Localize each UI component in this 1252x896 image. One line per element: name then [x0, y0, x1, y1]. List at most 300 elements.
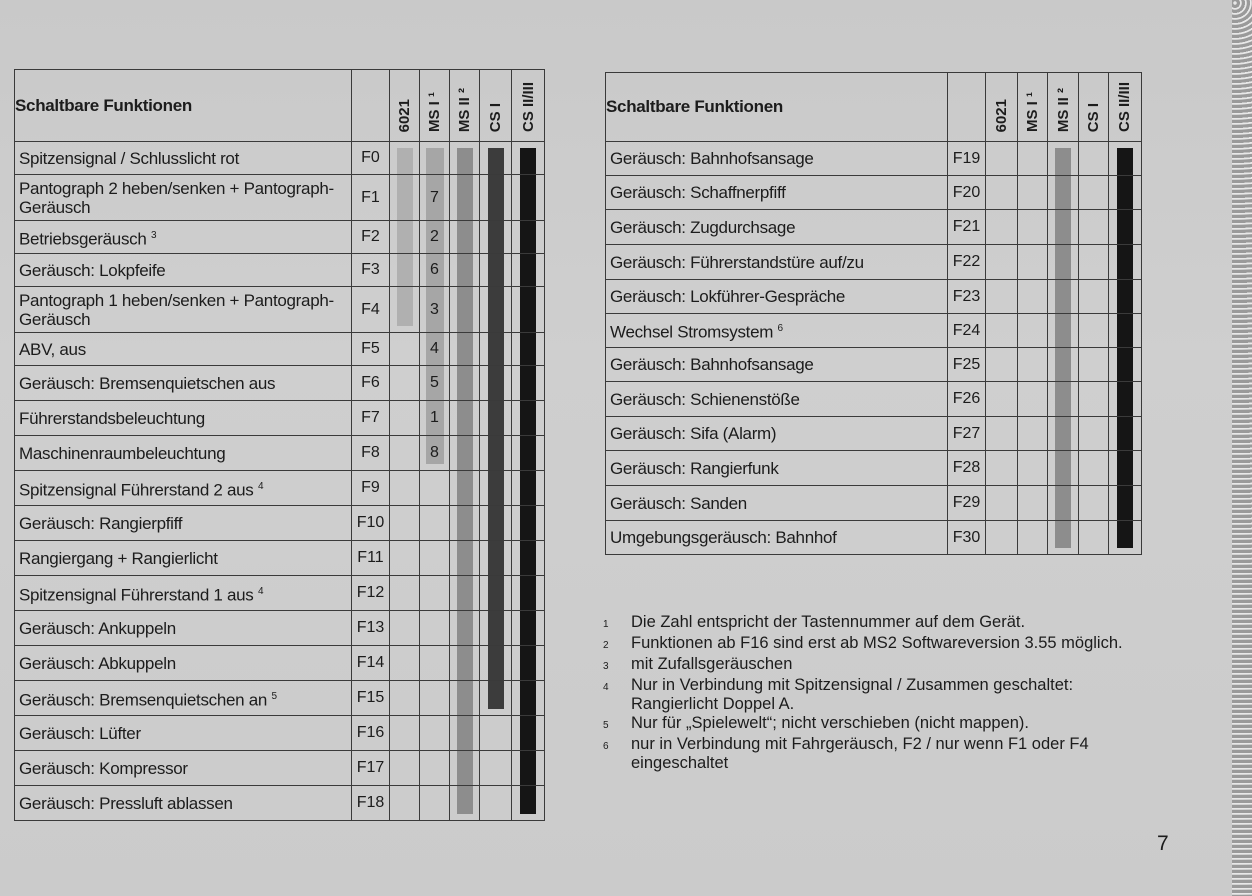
support-cell-ms1 [420, 751, 450, 786]
key-number: 1 [430, 409, 439, 426]
support-cell-6021 [390, 681, 420, 716]
support-bar [1117, 314, 1133, 347]
support-bar [520, 751, 536, 785]
key-number: 4 [430, 340, 439, 357]
support-bar [488, 175, 504, 220]
col-header-cs1: CS I [480, 70, 512, 142]
support-bar [457, 541, 473, 575]
function-name: Geräusch: Bremsenquietschen aus [15, 366, 352, 401]
support-cell-6021 [390, 221, 420, 254]
support-bar [488, 333, 504, 365]
support-bar [1117, 417, 1133, 450]
table-row [15, 142, 545, 175]
page-edge [1232, 0, 1252, 896]
support-cell-ms1 [1018, 417, 1048, 451]
support-cell-cs1 [480, 646, 512, 681]
key-number: 7 [430, 188, 439, 206]
footnote-ref: 6 [777, 323, 783, 335]
footnote-number: 5 [603, 720, 609, 731]
support-cell-6021 [390, 576, 420, 611]
key-number: 3 [430, 300, 439, 318]
function-key: F23 [947, 280, 985, 314]
support-cell-ms2 [450, 333, 480, 366]
footnote-text: Die Zahl entspricht der Tastennummer auf dem Gerät. [631, 613, 1026, 631]
support-cell-cs23 [512, 471, 545, 506]
function-key: F4 [352, 287, 390, 333]
footnote-number: 6 [603, 741, 609, 752]
support-cell-cs1 [480, 254, 512, 287]
support-bar [520, 786, 536, 814]
function-key: F21 [947, 210, 985, 245]
support-bar [488, 401, 504, 435]
function-name: Geräusch: Ankuppeln [15, 611, 352, 646]
support-bar [520, 506, 536, 540]
support-cell-cs23 [512, 366, 545, 401]
function-key: F14 [352, 646, 390, 681]
function-key: F22 [947, 245, 985, 280]
support-cell-6021 [986, 417, 1018, 451]
support-bar [1117, 451, 1133, 485]
support-cell-ms2 [1048, 280, 1078, 314]
support-cell-6021 [390, 436, 420, 471]
table-row [606, 176, 1142, 210]
table-row [606, 348, 1142, 382]
support-bar [520, 681, 536, 715]
function-key: F19 [947, 142, 985, 176]
support-bar [488, 646, 504, 680]
support-cell-ms2 [450, 681, 480, 716]
support-cell-cs1 [480, 681, 512, 716]
support-bar [457, 681, 473, 715]
support-cell-ms2 [1048, 521, 1078, 555]
support-cell-ms2 [450, 786, 480, 821]
function-key: F20 [947, 176, 985, 210]
support-bar [1055, 451, 1071, 485]
support-cell-cs1 [1078, 142, 1108, 176]
function-name: Geräusch: Abkuppeln [15, 646, 352, 681]
function-name: Geräusch: Pressluft ablassen [15, 786, 352, 821]
footnote-text: Nur in Verbindung mit Spitzensignal / Zusammen geschaltet: Rangierlicht Doppel A. [631, 676, 1074, 713]
table-row [606, 280, 1142, 314]
table-row [15, 716, 545, 751]
support-cell-ms2 [450, 142, 480, 175]
key-header [352, 70, 390, 142]
support-cell-cs23 [1108, 245, 1141, 280]
function-name: Spitzensignal Führerstand 1 aus $^4$ [15, 576, 352, 611]
support-bar [488, 541, 504, 575]
support-bar [520, 401, 536, 435]
support-bar [457, 254, 473, 286]
support-cell-cs23 [1108, 451, 1141, 486]
support-bar [1055, 314, 1071, 347]
table-row [15, 254, 545, 287]
support-cell-cs1 [480, 175, 512, 221]
support-cell-cs1 [1078, 486, 1108, 521]
support-cell-6021 [986, 521, 1018, 555]
support-cell-ms1 [1018, 486, 1048, 521]
support-cell-ms2 [1048, 417, 1078, 451]
support-cell-ms2 [1048, 451, 1078, 486]
function-name: Geräusch: Lüfter [15, 716, 352, 751]
support-bar [1055, 348, 1071, 381]
support-bar [520, 716, 536, 750]
support-cell-cs1 [480, 541, 512, 576]
support-cell-cs23 [512, 576, 545, 611]
function-name: Betriebsgeräusch $^3$ [15, 221, 352, 254]
support-cell-ms1 [420, 681, 450, 716]
table-row [606, 521, 1142, 555]
support-cell-ms1 [1018, 245, 1048, 280]
support-bar [1117, 348, 1133, 381]
support-cell-6021 [390, 646, 420, 681]
support-bar [1117, 176, 1133, 209]
function-name: Maschinenraumbeleuchtung [15, 436, 352, 471]
support-cell-ms2 [1048, 314, 1078, 348]
support-bar [457, 576, 473, 610]
footnote-text: mit Zufallsgeräuschen [631, 655, 793, 673]
table-title: Schaltbare Funktionen [15, 70, 352, 142]
function-name: Rangiergang + Rangierlicht [15, 541, 352, 576]
support-cell-6021 [390, 175, 420, 221]
support-bar [520, 287, 536, 332]
support-cell-6021 [390, 751, 420, 786]
footnotes [603, 613, 1123, 773]
support-cell-ms2 [450, 175, 480, 221]
function-name: Geräusch: Rangierpfiff [15, 506, 352, 541]
support-cell-cs1 [1078, 280, 1108, 314]
support-bar [488, 576, 504, 610]
support-cell-6021 [390, 541, 420, 576]
support-bar [457, 716, 473, 750]
function-name: Geräusch: Schienenstöße [606, 382, 948, 417]
footnote-number: 1 [603, 619, 609, 630]
support-cell-ms2 [450, 366, 480, 401]
support-cell-ms2 [450, 436, 480, 471]
table-row [15, 221, 545, 254]
table-row [606, 382, 1142, 417]
support-cell-6021 [986, 348, 1018, 382]
support-cell-cs23 [1108, 486, 1141, 521]
support-cell-cs23 [512, 646, 545, 681]
support-bar [1055, 245, 1071, 279]
support-cell-cs23 [1108, 280, 1141, 314]
support-bar [520, 646, 536, 680]
function-table-left [14, 69, 545, 821]
support-bar [1055, 417, 1071, 450]
support-cell-6021 [986, 245, 1018, 280]
support-cell-ms2 [1048, 348, 1078, 382]
support-cell-cs23 [512, 541, 545, 576]
support-bar [457, 148, 473, 174]
support-bar [457, 175, 473, 220]
support-bar [488, 254, 504, 286]
support-cell-6021 [390, 786, 420, 821]
support-bar [1055, 486, 1071, 520]
col-header-ms2: MS II ² [1048, 73, 1078, 142]
function-name: Geräusch: Bahnhofsansage [606, 142, 948, 176]
support-bar [457, 646, 473, 680]
function-key: F27 [947, 417, 985, 451]
support-cell-ms2 [1048, 176, 1078, 210]
support-cell-cs23 [512, 436, 545, 471]
footnote-number: 3 [603, 661, 609, 672]
support-bar [457, 366, 473, 400]
support-cell-ms1 [420, 541, 450, 576]
support-cell-ms2 [1048, 245, 1078, 280]
support-cell-ms2 [1048, 486, 1078, 521]
table-row [15, 333, 545, 366]
support-bar [1117, 486, 1133, 520]
support-cell-cs1 [1078, 210, 1108, 245]
function-name: Geräusch: Schaffnerpfiff [606, 176, 948, 210]
support-cell-ms1 [420, 221, 450, 254]
support-cell-ms2 [450, 221, 480, 254]
support-cell-ms2 [450, 506, 480, 541]
support-cell-ms1 [420, 436, 450, 471]
footnote [603, 655, 1123, 676]
support-cell-ms1 [1018, 382, 1048, 417]
support-cell-6021 [390, 366, 420, 401]
support-bar [1117, 245, 1133, 279]
function-key: F1 [352, 175, 390, 221]
support-cell-ms1 [420, 611, 450, 646]
support-bar [1117, 148, 1133, 175]
support-cell-ms2 [450, 254, 480, 287]
support-bar [457, 287, 473, 332]
function-key: F8 [352, 436, 390, 471]
support-cell-cs23 [512, 611, 545, 646]
col-header-cs23: CS II/III [512, 70, 545, 142]
support-cell-6021 [986, 280, 1018, 314]
footnote [603, 714, 1123, 735]
support-cell-ms1 [420, 333, 450, 366]
support-cell-ms1 [420, 576, 450, 611]
support-bar [397, 175, 413, 220]
table-row [15, 751, 545, 786]
function-key: F0 [352, 142, 390, 175]
function-key: F24 [947, 314, 985, 348]
support-cell-ms1 [420, 287, 450, 333]
table-row [15, 576, 545, 611]
col-header-ms1: MS I ¹ [420, 70, 450, 142]
support-bar [457, 401, 473, 435]
function-key: F10 [352, 506, 390, 541]
support-cell-6021 [390, 142, 420, 175]
table-row [606, 486, 1142, 521]
support-cell-cs1 [480, 333, 512, 366]
support-bar [1055, 176, 1071, 209]
support-bar [520, 611, 536, 645]
footnote-number: 2 [603, 640, 609, 651]
support-cell-cs1 [1078, 245, 1108, 280]
support-cell-6021 [986, 210, 1018, 245]
function-key: F5 [352, 333, 390, 366]
footnote-ref: 5 [271, 690, 277, 702]
key-header [947, 73, 985, 142]
support-cell-cs23 [512, 254, 545, 287]
function-name: Geräusch: Lokpfeife [15, 254, 352, 287]
support-cell-ms1 [1018, 521, 1048, 555]
support-cell-ms2 [1048, 210, 1078, 245]
footnote [603, 634, 1123, 655]
support-cell-6021 [390, 333, 420, 366]
support-bar [457, 221, 473, 253]
support-bar [457, 471, 473, 505]
support-cell-cs23 [512, 681, 545, 716]
support-cell-cs1 [480, 751, 512, 786]
support-cell-ms1 [1018, 142, 1048, 176]
key-number: 5 [430, 374, 439, 391]
support-cell-cs1 [480, 366, 512, 401]
support-cell-ms1 [420, 646, 450, 681]
support-cell-6021 [390, 716, 420, 751]
table-row [15, 401, 545, 436]
support-cell-6021 [390, 401, 420, 436]
support-cell-cs23 [1108, 417, 1141, 451]
function-key: F9 [352, 471, 390, 506]
function-key: F30 [947, 521, 985, 555]
support-cell-cs23 [512, 401, 545, 436]
support-cell-cs23 [1108, 314, 1141, 348]
support-cell-cs23 [512, 142, 545, 175]
support-bar [457, 333, 473, 365]
support-cell-ms2 [450, 541, 480, 576]
support-bar [520, 333, 536, 365]
support-cell-ms1 [420, 175, 450, 221]
support-bar [520, 471, 536, 505]
function-key: F13 [352, 611, 390, 646]
support-bar [520, 254, 536, 286]
support-bar [520, 148, 536, 174]
function-key: F15 [352, 681, 390, 716]
support-cell-cs23 [1108, 521, 1141, 555]
function-key: F3 [352, 254, 390, 287]
function-key: F11 [352, 541, 390, 576]
key-number: 6 [430, 261, 439, 278]
support-cell-ms1 [420, 506, 450, 541]
support-cell-6021 [390, 471, 420, 506]
support-bar [488, 148, 504, 174]
support-cell-cs23 [1108, 176, 1141, 210]
function-name: Umgebungsgeräusch: Bahnhof [606, 521, 948, 555]
support-cell-cs23 [1108, 142, 1141, 176]
key-number: 2 [430, 228, 439, 245]
support-bar [1117, 521, 1133, 548]
support-cell-ms1 [1018, 280, 1048, 314]
function-name: Geräusch: Führerstandstüre auf/zu [606, 245, 948, 280]
table-row [15, 506, 545, 541]
table-row [15, 175, 545, 221]
support-cell-cs1 [480, 506, 512, 541]
support-cell-ms2 [1048, 142, 1078, 176]
table-row [606, 417, 1142, 451]
col-header-6021: 6021 [986, 73, 1018, 142]
table-row [15, 646, 545, 681]
support-bar [1055, 382, 1071, 416]
support-cell-cs1 [480, 436, 512, 471]
table-title: Schaltbare Funktionen [606, 73, 948, 142]
support-cell-cs1 [1078, 176, 1108, 210]
support-cell-6021 [390, 506, 420, 541]
function-key: F28 [947, 451, 985, 486]
support-bar [457, 436, 473, 470]
support-cell-cs23 [1108, 382, 1141, 417]
support-cell-ms2 [1048, 382, 1078, 417]
function-name: Pantograph 1 heben/senken + Pantograph-Geräusch [15, 287, 352, 333]
support-cell-cs23 [512, 716, 545, 751]
support-bar [520, 175, 536, 220]
support-cell-cs23 [512, 287, 545, 333]
function-name: Führerstandsbeleuchtung [15, 401, 352, 436]
support-cell-cs1 [480, 401, 512, 436]
support-bar [488, 471, 504, 505]
footnote-text: nur in Verbindung mit Fahrgeräusch, F2 / nur wenn F1 oder F4 eingeschaltet [631, 735, 1089, 772]
support-cell-ms2 [450, 716, 480, 751]
support-cell-ms2 [450, 471, 480, 506]
key-number: 8 [430, 444, 439, 461]
support-cell-cs1 [1078, 451, 1108, 486]
col-header-ms2: MS II ² [450, 70, 480, 142]
function-key: F17 [352, 751, 390, 786]
support-cell-cs23 [512, 751, 545, 786]
footnote-ref: 3 [150, 229, 157, 241]
col-header-6021: 6021 [390, 70, 420, 142]
table-row [15, 681, 545, 716]
function-name: Geräusch: Sifa (Alarm) [606, 417, 948, 451]
support-bar [488, 611, 504, 645]
support-cell-6021 [986, 314, 1018, 348]
function-key: F16 [352, 716, 390, 751]
support-bar [488, 506, 504, 540]
function-name: Pantograph 2 heben/senken + Pantograph-Geräusch [15, 175, 352, 221]
support-bar [1055, 148, 1071, 175]
support-cell-ms1 [420, 254, 450, 287]
function-key: F7 [352, 401, 390, 436]
support-cell-6021 [986, 382, 1018, 417]
support-bar [397, 254, 413, 286]
support-cell-cs23 [512, 333, 545, 366]
table-row [15, 287, 545, 333]
support-cell-6021 [390, 611, 420, 646]
support-bar [457, 786, 473, 814]
function-key: F2 [352, 221, 390, 254]
support-cell-cs1 [480, 576, 512, 611]
footnote-ref: 4 [257, 585, 264, 597]
function-name: Spitzensignal / Schlusslicht rot [15, 142, 352, 175]
support-cell-cs1 [480, 221, 512, 254]
support-cell-cs1 [480, 716, 512, 751]
support-cell-ms2 [450, 401, 480, 436]
support-cell-ms1 [420, 716, 450, 751]
function-table-right [605, 72, 1142, 555]
col-header-ms1: MS I ¹ [1018, 73, 1048, 142]
table-row [15, 786, 545, 821]
support-cell-cs1 [480, 142, 512, 175]
function-name: Geräusch: Rangierfunk [606, 451, 948, 486]
table-row [606, 245, 1142, 280]
footnote-text: Funktionen ab F16 sind erst ab MS2 Softwareversion 3.55 möglich. [631, 634, 1123, 652]
support-bar [457, 751, 473, 785]
support-bar [1055, 280, 1071, 313]
support-cell-ms1 [1018, 451, 1048, 486]
support-cell-cs23 [512, 786, 545, 821]
function-name: Geräusch: Lokführer-Gespräche [606, 280, 948, 314]
support-bar [1117, 210, 1133, 244]
support-cell-ms2 [450, 646, 480, 681]
function-name: Spitzensignal Führerstand 2 aus $^4$ [15, 471, 352, 506]
col-header-cs1: CS I [1078, 73, 1108, 142]
footnote-text: Nur für „Spielewelt“; nicht verschieben (nicht mappen). [631, 714, 1030, 732]
